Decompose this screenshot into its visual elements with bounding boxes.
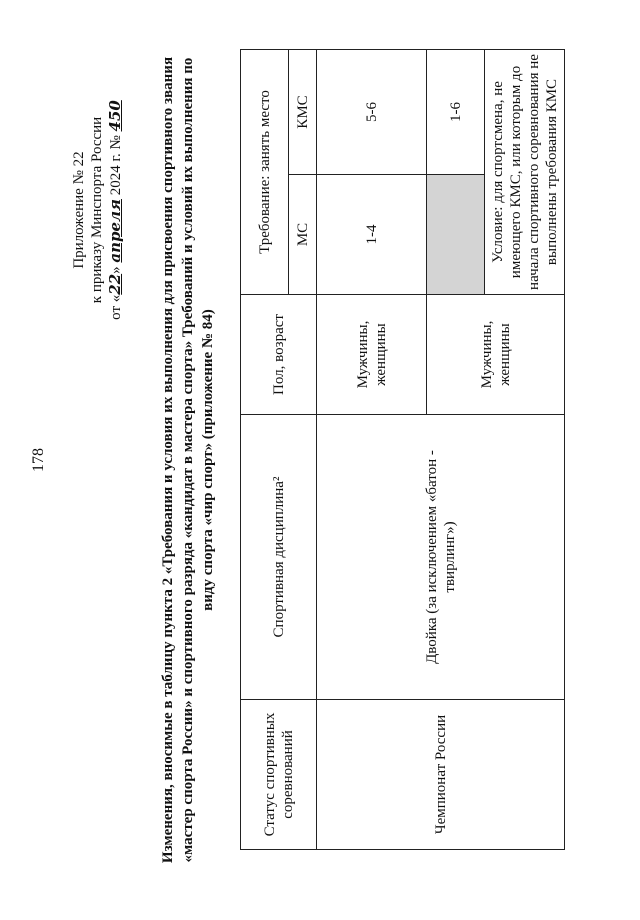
header-gender-age: Пол, возраст [241,295,317,415]
appendix-block [70,60,125,360]
row2-ms-empty [427,175,485,295]
date-year: 2024 г. № [108,135,124,200]
order-number: 450 [106,100,124,132]
date-mid: » [108,262,124,274]
status-value: Чемпионат России [317,700,565,850]
date-month: апреля [106,199,124,263]
page-number: 178 [30,448,47,472]
header-requirement: Требование: занять место [241,50,289,295]
date-prefix: от « [108,294,124,320]
appendix-date-line [106,60,125,360]
header-status: Статус спортивных соревнований [241,700,317,850]
row2-kms: 1-6 [427,50,485,175]
discipline-value: Двойка (за исключением «батон - твирлинг») [317,415,565,700]
row2-condition: Условие: для спортсмена, не имеющего КМС, или которым до начала спортивного соревнования не выполнены требования КМС [485,50,565,295]
row1-ms: 1-4 [317,175,427,295]
row2-gender-age: Мужчины, женщины [427,295,565,415]
row1-gender-age: Мужчины, женщины [317,295,427,415]
row1-kms: 5-6 [317,50,427,175]
header-ms: МС [289,175,317,295]
date-day: 22 [106,273,124,295]
appendix-title: Приложение № 22 [71,151,87,269]
document-heading: Изменения, вносимые в таблицу пункта 2 «Требования и условия их выполнения для присвоения спортивного звания «мастер спорта России» и спортивного разряда «кандидат в мастера спорта» Требований и условий их выполнения по виду спорта «чир спорт» (приложение № 84) [160,56,216,864]
requirements-table [240,49,565,850]
appendix-order-ref: к приказу Минспорта России [89,116,105,304]
header-discipline: Спортивная дисциплина² [241,415,317,700]
header-kms: КМС [289,50,317,175]
